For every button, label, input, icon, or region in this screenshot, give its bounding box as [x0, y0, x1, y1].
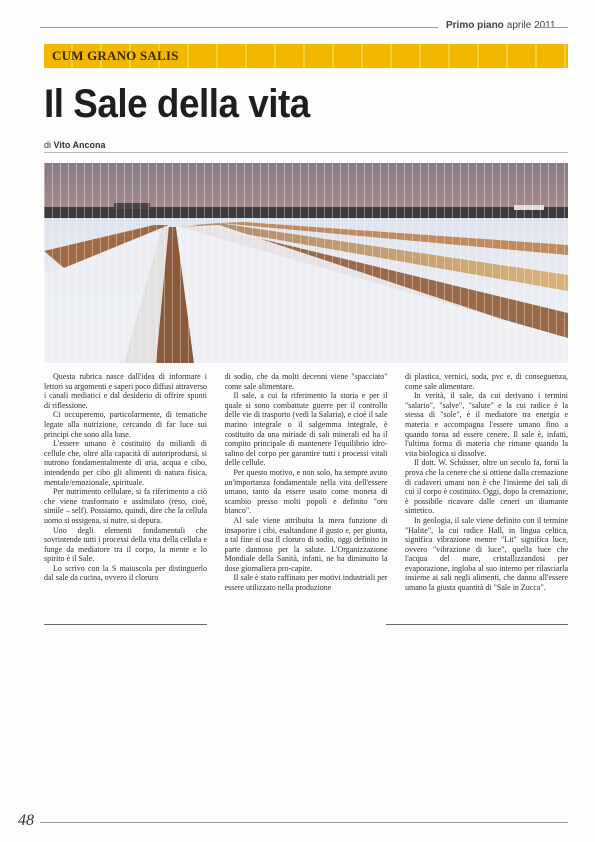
header-section: Primo piano: [446, 20, 504, 31]
paragraph: di sodio, che da molti decenni viene "spacciato" come sale alimentare.: [224, 372, 388, 391]
paragraph: L'essere umano è costituito da miliardi di cellule che, oltre alla capacità di autoriprodursi, si nutrono fondamentalmente di aria, acqua e cibo, intendendo per cibo gli alimenti di natura fisica, mentale/emozionale, spirituale.: [44, 439, 207, 487]
paragraph: Per questo motivo, e non solo, ha sempre avuto un'importanza fondamentale nella vita dell'essere umano, tanto da essere usato come moneta di scambio presso molti popoli e definito "oro bianco".: [224, 467, 388, 516]
byline-rule: [44, 152, 568, 153]
paragraph: In geologia, il sale viene definito con il termine "Halite", la cui radice Hall, in lingua celtica, significa vibrazione mentre "Lit" significa luce, ovvero "vibrazione di luce", quella luce che l'acqua del mare, cristallizzandosi per evaporazione, ingloba al suo interno per rilasciarla insieme ai sali negli alimenti, che danno all'essere umano la giusta quantità di "Sale in Zucca".: [405, 515, 568, 593]
header-issue-date: aprile 2011: [506, 20, 556, 31]
article-title: Il Sale della vita: [44, 82, 310, 126]
paragraph: di plastica, vernici, soda, pvc e, di conseguenza, come sale alimentare.: [405, 372, 568, 391]
paragraph: Questa rubrica nasce dall'idea di informare i lettori su argomenti e saperi poco diffusi attraverso i canali mediatici e dal desiderio di offrire spunti di riflessione.: [44, 372, 207, 410]
column-end-rule-left: [44, 624, 207, 625]
column-end-rule-right: [386, 624, 568, 625]
paragraph: Ci occuperemo, particolarmente, di tematiche legate alla nutrizione, cercando di far luce sui principi che sono alla base.: [44, 410, 207, 439]
header-rule: [40, 27, 438, 28]
byline-prefix: di: [44, 140, 52, 150]
article-body: [44, 372, 568, 618]
header-rule-right: [538, 27, 568, 28]
paragraph: Per nutrimento cellulare, si fa riferimento a ciò che viene trasformato e assimilato (reso, cioè, simile – self). Possiamo, quindi, dire che la cellula uomo si ossigena, si nutre, si depura.: [44, 487, 207, 525]
paragraph: Il sale, a cui fa riferimento la storia e per il quale si sono combattute guerre per il controllo delle vie di trasporto (vedi la Salaria), e cioè il sale marino integrale o il salgemma integrale, è costituito da una miriade di sali minerali ed ha il compito principale di mantenere l'equilibrio idro-salino del corpo per garantire tutti i processi vitali delle cellule.: [224, 391, 388, 468]
salt-flats-photo: [44, 163, 568, 363]
salt-flats-illustration: [44, 163, 568, 363]
text-column-1: [44, 372, 207, 618]
column-label-band: [44, 44, 568, 68]
paragraph: Il dott. W. Schüsser, oltre un secolo fa, fornì la prova che la cenere che si ottiene dalla cremazione di cadaveri umani non è che l'insieme dei sali di cui il corpo è costituito. Oggi, dopo la cremazione, è possibile ricavare dalle ceneri un diamante sintetico.: [405, 458, 568, 516]
page-number: 48: [18, 812, 34, 829]
byline: [44, 140, 106, 150]
header-label: [446, 20, 556, 31]
byline-author: Vito Ancona: [53, 140, 106, 150]
paragraph: Uno degli elementi fondamentali che sovrintende tutti i processi della vita della cellula e funge da mediatore tra il corpo, la mente e lo spirito è il Sale.: [44, 525, 207, 564]
text-column-3: [405, 372, 568, 618]
paragraph: Lo scrivo con la S maiuscola per distinguerlo dal sale da cucina, ovvero il cloruro: [44, 563, 207, 583]
paragraph: In verità, il sale, da cui derivano i termini "salario", "salve", "salute" e la cui radice è la stessa di "sole", è il mediatore tra energia e materia e accompagna l'essere umano fino a quando torna ad essere cenere. Il sale è, infatti, l'ultima forma di materia che rimane quando la vita biologica si dissolve.: [405, 391, 568, 458]
footer-rule: [40, 822, 568, 823]
running-header: [0, 18, 595, 38]
column-label: CUM GRANO SALIS: [52, 48, 179, 63]
paragraph: Al sale viene attribuita la mera funzione di insaporire i cibi, esaltandone il gusto e, per giunta, a tal fine si usa il cloruro di sodio, oggi definito in parte dannoso per la salute. L'Organizzazione Mondiale della Sanità, infatti, ne ha diminuito la dose giornaliera pro-capite.: [224, 515, 388, 573]
paragraph: Il sale è stato raffinato per motivi industriali per essere utilizzato nella produzione: [224, 573, 388, 593]
text-column-2: [225, 372, 388, 618]
